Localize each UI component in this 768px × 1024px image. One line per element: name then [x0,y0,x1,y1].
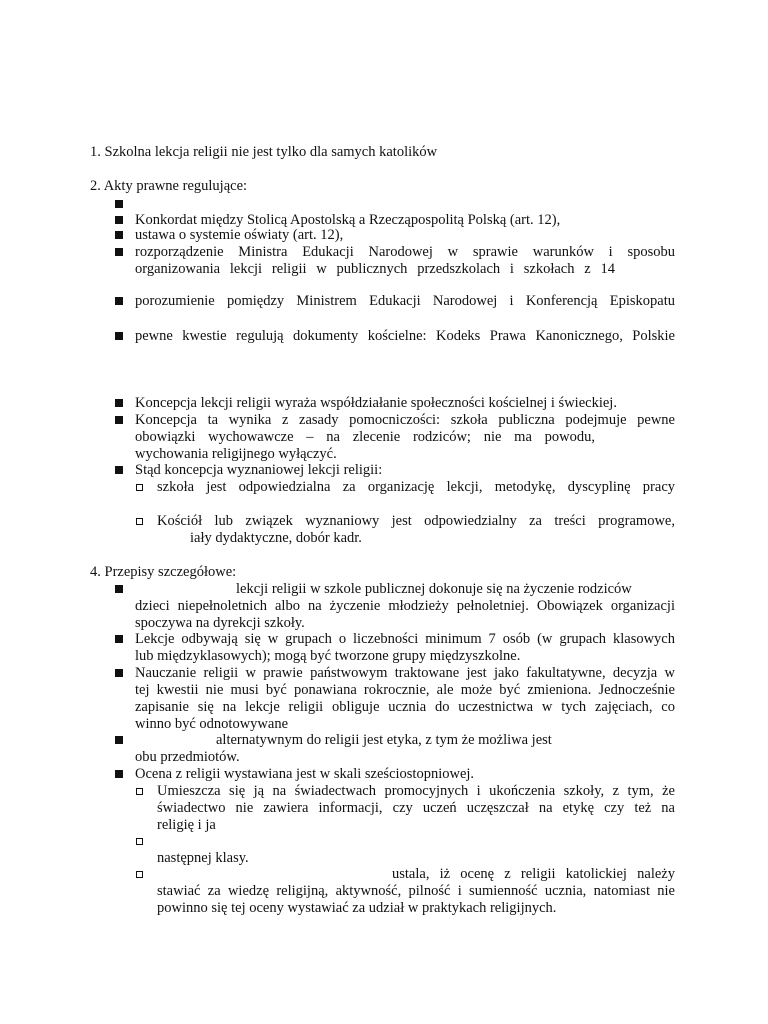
square-bullet-icon [115,297,123,305]
sub-list-item-continuation: powinno się tej oceny wystawiać za udział w praktykach religijnych. [157,900,557,916]
sub-list-item-continuation: następnej klasy. [157,850,249,866]
list-item: Koncepcja lekcji religii wyraża współdziałanie społeczności kościelnej i świeckiej. [135,395,617,411]
list-item: Ocena z religii wystawiana jest w skali sześciostopniowej. [135,766,475,782]
list-item: pewne kwestie regulują dokumenty kościelne: Kodeks Prawa Kanonicznego, Polskie [135,328,675,344]
square-bullet-icon [115,200,123,208]
square-bullet-icon [115,231,123,239]
sub-list-item-continuation: religię i ja [157,817,216,833]
hollow-square-bullet-icon [136,838,143,845]
list-item-continuation: organizowania lekcji religii w publicznych przedszkolach i szkołach z 14 [135,261,615,277]
list-item: Stąd koncepcja wyznaniowej lekcji religii: [135,462,383,478]
sub-list-item: szkoła jest odpowiedzialna za organizację lekcji, metodykę, dyscyplinę pracy [157,479,675,495]
hollow-square-bullet-icon [136,518,143,525]
list-item: alternatywnym do religii jest etyka, z tym że możliwa jest [216,732,552,748]
list-item: Koncepcja ta wynika z zasady pomocniczości: szkoła publiczna podejmuje pewne [135,412,675,428]
square-bullet-icon [115,585,123,593]
sub-list-item-continuation: iały dydaktyczne, dobór kadr. [190,530,362,546]
square-bullet-icon [115,635,123,643]
hollow-square-bullet-icon [136,871,143,878]
square-bullet-icon [115,736,123,744]
sub-list-item: Kościół lub związek wyznaniowy jest odpowiedzialny za treści programowe, [157,513,675,529]
section-1-heading: 1. Szkolna lekcja religii nie jest tylko dla samych katolików [90,144,438,160]
list-item-continuation: tej kwestii nie musi być ponawiana rokrocznie, ale może być zmieniona. Jednocześnie [135,682,675,698]
list-item-continuation: obowiązki wychowawcze – na zlecenie rodziców; nie ma powodu, [135,429,595,445]
square-bullet-icon [115,399,123,407]
list-item-continuation: obu przedmiotów. [135,749,240,765]
list-item: ustawa o systemie oświaty (art. 12), [135,227,344,243]
hollow-square-bullet-icon [136,484,143,491]
square-bullet-icon [115,770,123,778]
list-item: Nauczanie religii w prawie państwowym traktowane jest jako fakultatywne, decyzja w [135,665,675,681]
square-bullet-icon [115,416,123,424]
list-item: porozumienie pomiędzy Ministrem Edukacji Narodowej i Konferencją Episkopatu [135,293,675,309]
list-item-continuation: lub międzyklasowych); mogą być tworzone grupy międzyszkolne. [135,648,521,664]
square-bullet-icon [115,332,123,340]
list-item: rozporządzenie Ministra Edukacji Narodowej w sprawie warunków i sposobu [135,244,675,260]
square-bullet-icon [115,466,123,474]
list-item-continuation: spoczywa na dyrekcji szkoły. [135,615,305,631]
list-item: Konkordat między Stolicą Apostolską a Rzecząpospolitą Polską (art. 12), [135,212,561,228]
square-bullet-icon [115,216,123,224]
sub-list-item-continuation: świadectwo nie zawiera informacji, czy uczeń uczęszczał na etykę czy też na [157,800,675,816]
list-item: Lekcje odbywają się w grupach o liczebności minimum 7 osób (w grupach klasowych [135,631,675,647]
hollow-square-bullet-icon [136,788,143,795]
list-item-continuation: winno być odnotowywane [135,716,289,732]
sub-list-item-continuation: stawiać za wiedzę religijną, aktywność, pilność i sumienność ucznia, natomiast nie [157,883,675,899]
list-item-continuation: wychowania religijnego wyłączyć. [135,446,337,462]
list-item-continuation: zapisanie się na lekcje religii obliguje ucznia do uczestnictwa w tych zajęciach, co [135,699,675,715]
list-item-continuation: dzieci niepełnoletnich albo na życzenie młodzieży pełnoletniej. Obowiązek organizacji [135,598,675,614]
square-bullet-icon [115,669,123,677]
list-item: lekcji religii w szkole publicznej dokonuje się na życzenie rodziców [236,581,632,597]
section-4-heading: 4. Przepisy szczegółowe: [90,564,237,580]
sub-list-item: ustala, iż ocenę z religii katolickiej należy [392,866,675,882]
sub-list-item: Umieszcza się ją na świadectwach promocyjnych i ukończenia szkoły, z tym, że [157,783,675,799]
square-bullet-icon [115,248,123,256]
section-2-heading: 2. Akty prawne regulujące: [90,178,248,194]
